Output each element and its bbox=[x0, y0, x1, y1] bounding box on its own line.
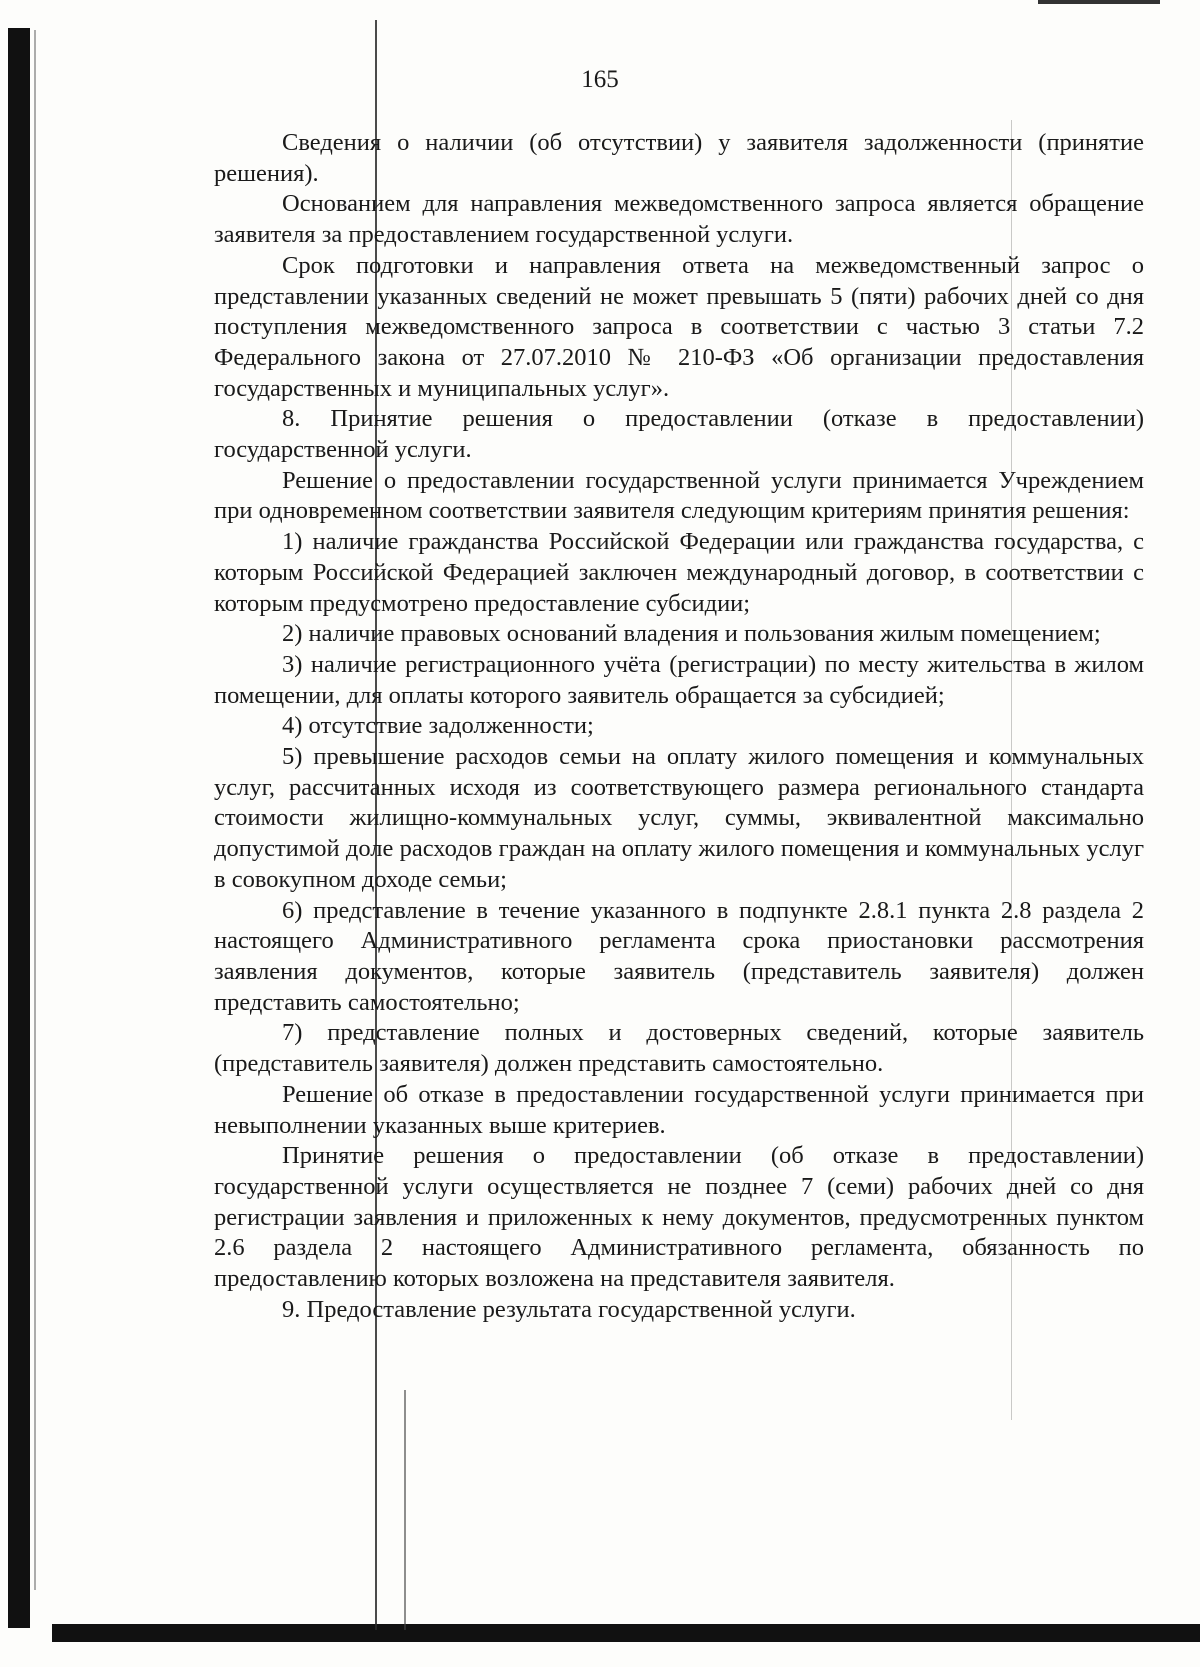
scan-bottom-edge-shadow bbox=[52, 1624, 1200, 1642]
paragraph-decision-timing: Принятие решения о предоставлении (об отказе в предоставлении) государственной услуги осуществляется не позднее 7 (семи) рабочих дней со дня регистрации заявления и приложенных к нему документов, предусмотренных пунктом 2.6 раздела 2 настоящего Административного регламента, обязанность по предоставлению которых возложена на представителя заявителя. bbox=[214, 1142, 1144, 1293]
section-heading-9: 9. Предоставление результата государственной услуги. bbox=[282, 1295, 856, 1323]
scan-left-edge-shadow bbox=[8, 28, 30, 1628]
list-item-criterion-2: 2) наличие правовых оснований владения и пользования жилым помещением; bbox=[282, 620, 1101, 648]
scan-top-edge-mark bbox=[1038, 0, 1160, 4]
list-item-criterion-7: 7) представление полных и достоверных сведений, которые заявитель (представитель заявителя) должен представить самостоятельно. bbox=[214, 1019, 1144, 1078]
paragraph-refusal: Решение об отказе в предоставлении государственной услуги принимается при невыполнении указанных выше критериев. bbox=[214, 1080, 1144, 1139]
list-item-criterion-5: 5) превышение расходов семьи на оплату жилого помещения и коммунальных услуг, рассчитанных исходя из соответствующего размера регионального стандарта стоимости жилищно-коммунальных услуг, суммы, эквивалентной максимально допустимой доле расходов граждан на оплату жилого помещения и коммунальных услуг в совокупном доходе семьи; bbox=[214, 743, 1144, 893]
paragraph-response-deadline: Срок подготовки и направления ответа на межведомственный запрос о представлении указанных сведений не может превышать 5 (пяти) рабочих дней со дня поступления межведомственного запроса в соответствии с частью 3 статьи 7.2 Федерального закона от 27.07.2010 № 210-ФЗ «Об организации предоставления государственных и муниципальных услуг». bbox=[214, 251, 1144, 402]
paragraph-debt-info: Сведения о наличии (об отсутствии) у заявителя задолженности (принятие решения). bbox=[214, 129, 1144, 187]
list-item-criterion-4: 4) отсутствие задолженности; bbox=[282, 712, 594, 740]
page-number: 165 bbox=[581, 66, 619, 93]
scan-fold-line-lower bbox=[404, 1390, 406, 1630]
list-item-criterion-3: 3) наличие регистрационного учёта (регистрации) по месту жительства в жилом помещении, для оплаты которого заявитель обращается за субсидией; bbox=[214, 650, 1144, 709]
scan-left-edge-line bbox=[34, 30, 36, 1590]
list-item-criterion-1: 1) наличие гражданства Российской Федерации или гражданства государства, с которым Российской Федерацией заключен международный договор, в соответствии с которым предусмотрено предоставление субсидии; bbox=[214, 528, 1144, 617]
document-body bbox=[214, 128, 1144, 1325]
paragraph-request-basis: Основанием для направления межведомственного запроса является обращение заявителя за предоставлением государственной услуги. bbox=[214, 190, 1144, 249]
section-heading-8: 8. Принятие решения о предоставлении (отказе в предоставлении) государственной услуги. bbox=[214, 405, 1144, 464]
list-item-criterion-6: 6) представление в течение указанного в подпункте 2.8.1 пункта 2.8 раздела 2 настоящего Административного регламента срока приостановки рассмотрения заявления документов, которые заявитель (представитель заявителя) должен представить самостоятельно; bbox=[214, 896, 1144, 1016]
paragraph-decision-criteria: Решение о предоставлении государственной услуги принимается Учреждением при одновременном соответствии заявителя следующим критериям принятия решения: bbox=[214, 466, 1144, 525]
